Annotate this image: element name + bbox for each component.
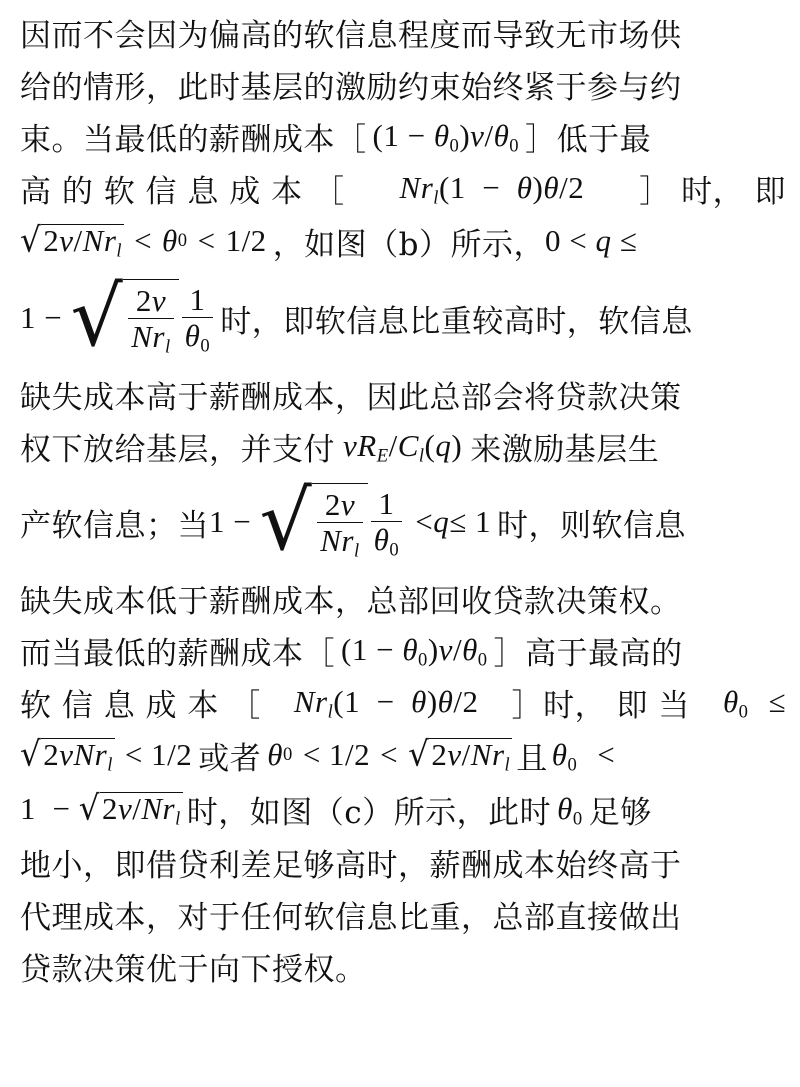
line-4-text-b: ］ 时， 即 bbox=[639, 173, 786, 210]
line-8-text-b: 来激励基层生 bbox=[470, 431, 660, 468]
line-15-text: 地小，即借贷利差足够高时，薪酬成本始终高于 bbox=[20, 847, 682, 884]
text-line-6 bbox=[20, 268, 786, 368]
formula-theta-half-chain: θ 0 < 1/2 < √ $2v/Nr_l$ bbox=[267, 734, 511, 776]
line-11-text-a: 而当最低的薪酬成本［ bbox=[20, 635, 335, 672]
formula-q-upper-range: 1 − √ $\frac{2v}{Nr_l}$ $\frac{1}{\theta_0}$ < q ≤ 1 bbox=[209, 474, 491, 570]
line-1-text: 因而不会因为偏高的软信息程度而导致无市场供 bbox=[20, 17, 682, 54]
formula-max-soft-info-cost-2: $Nr_l(1 - \theta)\theta/2$ bbox=[293, 684, 479, 723]
line-9-text-b: 时，则软信息 bbox=[496, 507, 686, 544]
line-9-text-a: 产软信息；当 bbox=[20, 507, 209, 544]
text-line-15 bbox=[20, 836, 786, 888]
line-13-text-a: 或者 bbox=[198, 740, 262, 777]
formula-theta0: $\theta_0$ bbox=[557, 791, 583, 830]
formula-max-soft-info-cost: $Nr_l(1 - \theta)\theta/2$ bbox=[399, 170, 585, 209]
text-line-4 bbox=[20, 162, 786, 214]
text-line-7 bbox=[20, 368, 786, 420]
text-line-8 bbox=[20, 420, 786, 472]
text-line-12 bbox=[20, 676, 786, 728]
line-4-text-a: 高 的 软 信 息 成 本 ［ bbox=[20, 173, 345, 210]
line-17-text: 贷款决策优于向下授权。 bbox=[20, 951, 367, 988]
line-13-text-b: 且 bbox=[516, 740, 548, 777]
text-line-5 bbox=[20, 214, 786, 268]
line-8-text-a: 权下放给基层，并支付 bbox=[20, 431, 335, 468]
text-line-14 bbox=[20, 782, 786, 836]
text-line-9 bbox=[20, 472, 786, 572]
text-line-1 bbox=[20, 6, 786, 58]
formula-q-upper-bound: 1 − √ $\frac{2v}{Nr_l}$ $\frac{1}{\theta_0}$ bbox=[20, 279, 216, 357]
formula-theta-leq: $\theta_0$ ≤ bbox=[722, 684, 786, 723]
text-line-2 bbox=[20, 58, 786, 110]
line-11-text-b: ］高于最高的 bbox=[493, 635, 683, 672]
formula-q-lower: 0 < q ≤ bbox=[545, 223, 638, 258]
line-5-text-a: ，如图（b）所示， bbox=[272, 226, 546, 263]
text-line-11 bbox=[20, 624, 786, 676]
line-14-text-a: 时，如图（c）所示，此时 bbox=[186, 794, 552, 831]
formula-theta-range: √ $2v/Nr_l$ < θ 0 < 1/2 bbox=[20, 220, 267, 262]
line-7-text: 缺失成本高于薪酬成本，因此总部会将贷款决策 bbox=[20, 379, 682, 416]
text-line-16 bbox=[20, 888, 786, 940]
line-2-text: 给的情形，此时基层的激励约束始终紧于参与约 bbox=[20, 69, 682, 106]
line-10-text: 缺失成本低于薪酬成本，总部回收贷款决策权。 bbox=[20, 583, 682, 620]
formula-one-minus-sqrt: 1 − √ $2v/Nr_l$ bbox=[20, 788, 181, 830]
line-3-text-b: ］低于最 bbox=[525, 121, 652, 158]
formula-theta-lt: $\theta_0$ < bbox=[551, 737, 616, 776]
text-line-17 bbox=[20, 940, 786, 992]
text-line-13 bbox=[20, 728, 786, 782]
line-12-text-a: 软 信 息 成 本 ［ bbox=[20, 687, 261, 724]
formula-min-salary-cost-2: $(1 - \theta_0)v/\theta_0$ bbox=[341, 632, 488, 671]
line-12-text-b: ］时， 即 当 bbox=[511, 687, 690, 724]
text-line-10 bbox=[20, 572, 786, 624]
line-14-text-b: 足够 bbox=[588, 794, 652, 831]
formula-min-salary-cost: $(1 - \theta_0)v/\theta_0$ bbox=[372, 118, 520, 157]
line-16-text: 代理成本，对于任何软信息比重，总部直接做出 bbox=[20, 899, 682, 936]
line-3-text-a: 束。当最低的薪酬成本［ bbox=[20, 121, 367, 158]
formula-incentive-payment: $vR_E/C_l(q)$ bbox=[343, 428, 463, 467]
formula-sqrt-2vNrl: √ 2vNr$_l$ < 1/2 bbox=[20, 734, 193, 776]
document-page bbox=[0, 6, 800, 1087]
text-line-3 bbox=[20, 110, 786, 162]
line-6-text-a: 时，即软信息比重较高时，软信息 bbox=[220, 303, 693, 340]
